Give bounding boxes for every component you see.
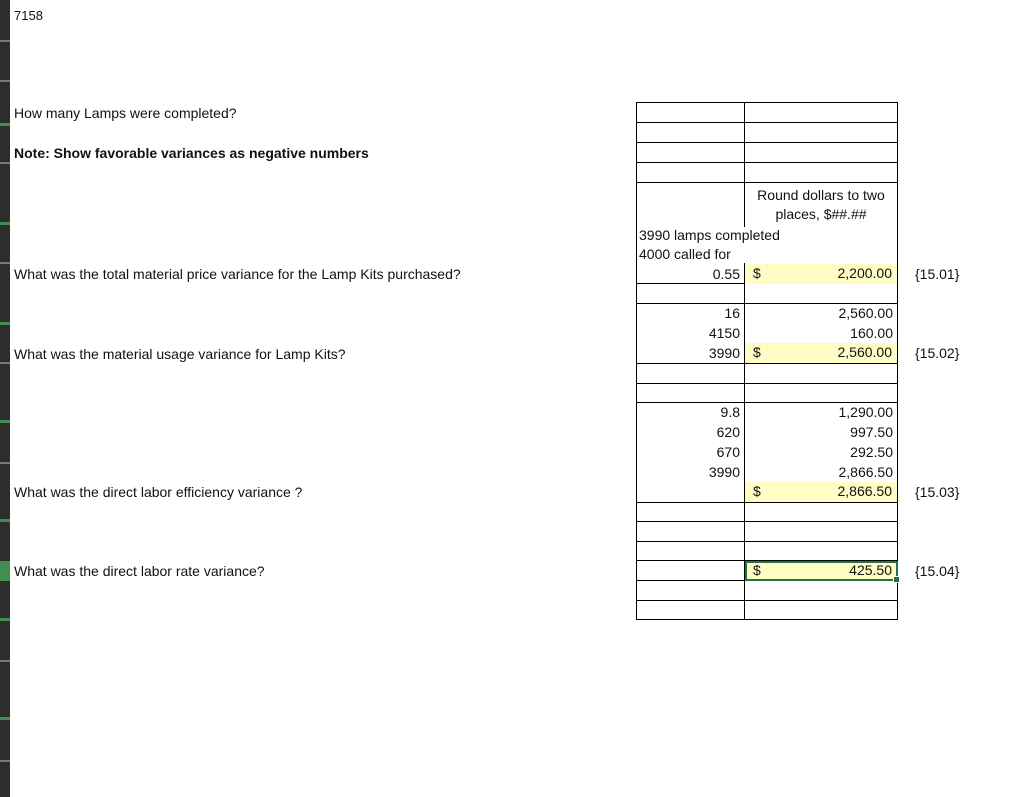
row-divider bbox=[0, 123, 10, 126]
row-divider bbox=[0, 162, 10, 164]
cell-usage-c2[interactable]: 160.00 bbox=[850, 325, 893, 341]
cell-labor-c2[interactable]: 2,866.50 bbox=[838, 464, 893, 480]
question-lamps-completed[interactable]: How many Lamps were completed? bbox=[14, 105, 237, 121]
answer-value: 425.50 bbox=[849, 562, 892, 578]
row-header-gutter[interactable] bbox=[0, 0, 10, 797]
header-round-dollars-line1[interactable]: Round dollars to two bbox=[757, 187, 885, 203]
note-called-for[interactable]: 4000 called for bbox=[639, 246, 731, 262]
dollar-sign: $ bbox=[753, 562, 761, 578]
answer-cell-material-price-variance[interactable] bbox=[745, 264, 897, 284]
row-divider bbox=[0, 420, 10, 423]
cell-labor-c1[interactable]: 9.8 bbox=[720, 404, 740, 420]
grid-row-line bbox=[636, 600, 898, 601]
cell-top-value[interactable]: 7158 bbox=[14, 8, 43, 23]
selected-row-indicator bbox=[0, 561, 10, 581]
answer-value: 2,560.00 bbox=[837, 344, 892, 360]
grid-row-line bbox=[636, 142, 898, 143]
cell-labor-c2[interactable]: 292.50 bbox=[850, 444, 893, 460]
dollar-sign: $ bbox=[753, 344, 761, 360]
active-cell-selection[interactable] bbox=[745, 561, 898, 581]
note-lamps-completed[interactable]: 3990 lamps completed bbox=[639, 227, 780, 243]
cell-labor-c1[interactable]: 670 bbox=[716, 444, 740, 460]
cell-usage-c1[interactable]: 4150 bbox=[708, 325, 740, 341]
ref-15-04[interactable]: {15.04} bbox=[915, 563, 960, 579]
cell-usage-c2[interactable]: 2,560.00 bbox=[838, 305, 893, 321]
dollar-sign: $ bbox=[753, 265, 761, 281]
row-divider bbox=[0, 462, 10, 464]
row-divider bbox=[0, 40, 10, 42]
row-divider bbox=[0, 80, 10, 82]
row-divider bbox=[0, 717, 10, 720]
fill-handle[interactable] bbox=[893, 576, 900, 583]
answer-value: 2,866.50 bbox=[837, 483, 892, 499]
dollar-sign: $ bbox=[753, 483, 761, 499]
grid-row-line bbox=[636, 502, 898, 503]
grid-row-line bbox=[636, 541, 898, 542]
cell-usage-c1[interactable]: 16 bbox=[724, 305, 740, 321]
header-round-dollars-line2[interactable]: places, $##.## bbox=[775, 206, 867, 222]
grid-row-line bbox=[636, 162, 898, 163]
answer-value: 2,200.00 bbox=[837, 265, 892, 281]
ref-15-03[interactable]: {15.03} bbox=[915, 484, 960, 500]
grid-row-line bbox=[636, 521, 898, 522]
row-divider bbox=[0, 519, 10, 522]
answer-cell-material-usage-variance[interactable] bbox=[745, 343, 897, 363]
row-divider bbox=[0, 222, 10, 225]
grid-row-line bbox=[636, 383, 898, 384]
row-divider bbox=[0, 618, 10, 621]
cell-usage-c1[interactable]: 3990 bbox=[708, 345, 740, 361]
cell-labor-c2[interactable]: 997.50 bbox=[850, 424, 893, 440]
ref-15-02[interactable]: {15.02} bbox=[915, 345, 960, 361]
answer-cell-labor-efficiency-variance[interactable] bbox=[745, 482, 897, 502]
cell-price-per-unit[interactable]: 0.55 bbox=[712, 266, 740, 282]
question-labor-rate-variance[interactable]: What was the direct labor rate variance? bbox=[14, 563, 265, 579]
grid-row-line bbox=[636, 122, 898, 123]
grid-row-line bbox=[636, 102, 898, 103]
grid-row-line bbox=[636, 363, 898, 364]
grid-border-right bbox=[897, 102, 898, 620]
row-divider bbox=[0, 322, 10, 325]
cell-labor-c2[interactable]: 1,290.00 bbox=[838, 404, 893, 420]
cell-labor-c1[interactable]: 3990 bbox=[708, 464, 740, 480]
ref-15-01[interactable]: {15.01} bbox=[915, 266, 960, 282]
question-labor-efficiency-variance[interactable]: What was the direct labor efficiency variance ? bbox=[14, 484, 303, 500]
row-divider bbox=[0, 660, 10, 662]
grid-row-line bbox=[636, 619, 898, 620]
question-material-price-variance[interactable]: What was the total material price variance for the Lamp Kits purchased? bbox=[14, 266, 461, 282]
row-divider bbox=[0, 262, 10, 264]
question-material-usage-variance[interactable]: What was the material usage variance for Lamp Kits? bbox=[14, 346, 346, 362]
cell-labor-c1[interactable]: 620 bbox=[716, 424, 740, 440]
note-favorable-variances[interactable]: Note: Show favorable variances as negative numbers bbox=[14, 145, 369, 161]
row-divider bbox=[0, 362, 10, 364]
row-divider bbox=[0, 760, 10, 762]
